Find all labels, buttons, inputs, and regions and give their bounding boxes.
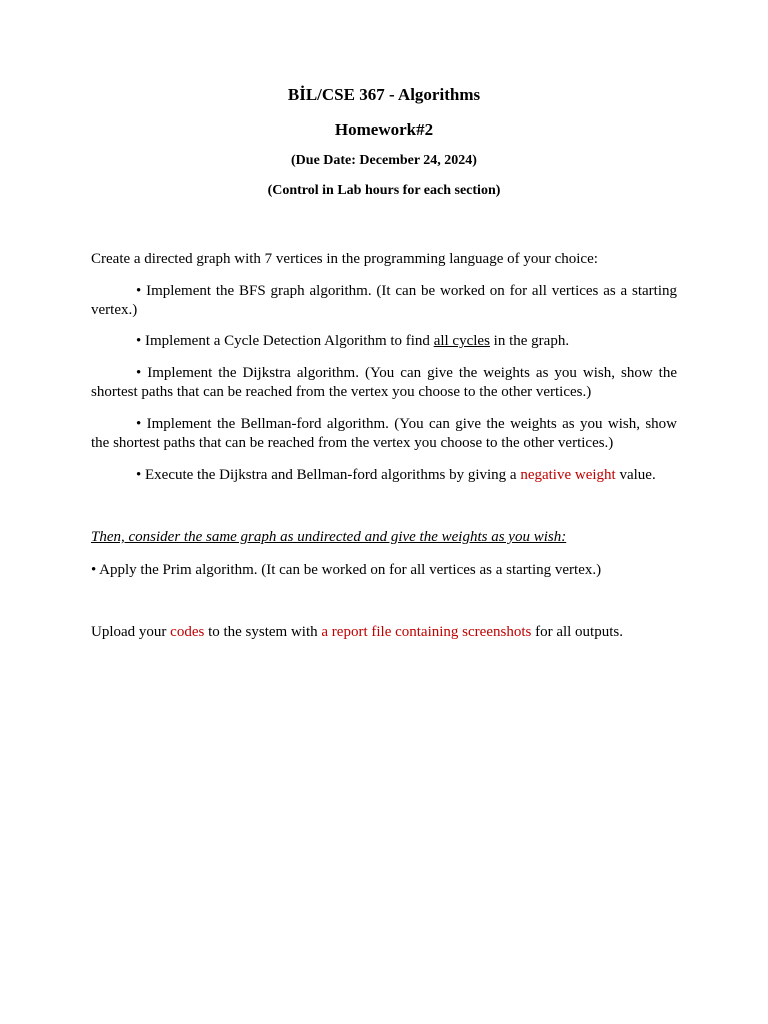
due-date: (Due Date: December 24, 2024) — [291, 153, 477, 168]
bullet-cycle-detection — [91, 332, 677, 351]
report-highlight: a report file containing screenshots — [321, 624, 532, 640]
control-note: (Control in Lab hours for each section) — [267, 183, 501, 198]
codes-highlight: codes — [170, 624, 205, 640]
bullet-bfs: • Implement the BFS graph algorithm. (It can be worked on for all vertices as a starting vertex.) — [91, 283, 677, 318]
upload-text-before: Upload your — [91, 624, 171, 640]
intro-paragraph: Create a directed graph with 7 vertices in the programming language of your choice: — [91, 251, 598, 267]
bullet-cycle-text-before: • Implement a Cycle Detection Algorithm to find — [136, 333, 434, 349]
upload-instruction — [91, 623, 677, 642]
undirected-instruction: Then, consider the same graph as undirected and give the weights as you wish: — [91, 529, 567, 545]
bullet-execute — [91, 466, 677, 485]
homework-title: Homework#2 — [334, 120, 434, 139]
bullet-dijkstra: • Implement the Dijkstra algorithm. (You can give the weights as you wish, show the shortest paths that can be reached from the vertex you choose to the other vertices.) — [91, 365, 677, 400]
bullet-execute-text-after: value. — [615, 467, 656, 483]
upload-text-after: for all outputs. — [531, 624, 623, 640]
bullet-bellman-ford: • Implement the Bellman-ford algorithm. (You can give the weights as you wish, show the shortest paths that can be reached from the vertex you choose to the other vertices.) — [91, 416, 677, 451]
course-title: BİL/CSE 367 - Algorithms — [287, 85, 481, 104]
bullet-execute-text-before: • Execute the Dijkstra and Bellman-ford algorithms by giving a — [136, 467, 521, 483]
bullet-prim: • Apply the Prim algorithm. (It can be worked on for all vertices as a starting vertex.) — [91, 562, 602, 578]
negative-weight-highlight: negative weight — [520, 467, 616, 483]
bullet-cycle-text-after: in the graph. — [489, 333, 570, 349]
upload-text-middle: to the system with — [204, 624, 322, 640]
all-cycles-underlined: all cycles — [433, 333, 490, 349]
